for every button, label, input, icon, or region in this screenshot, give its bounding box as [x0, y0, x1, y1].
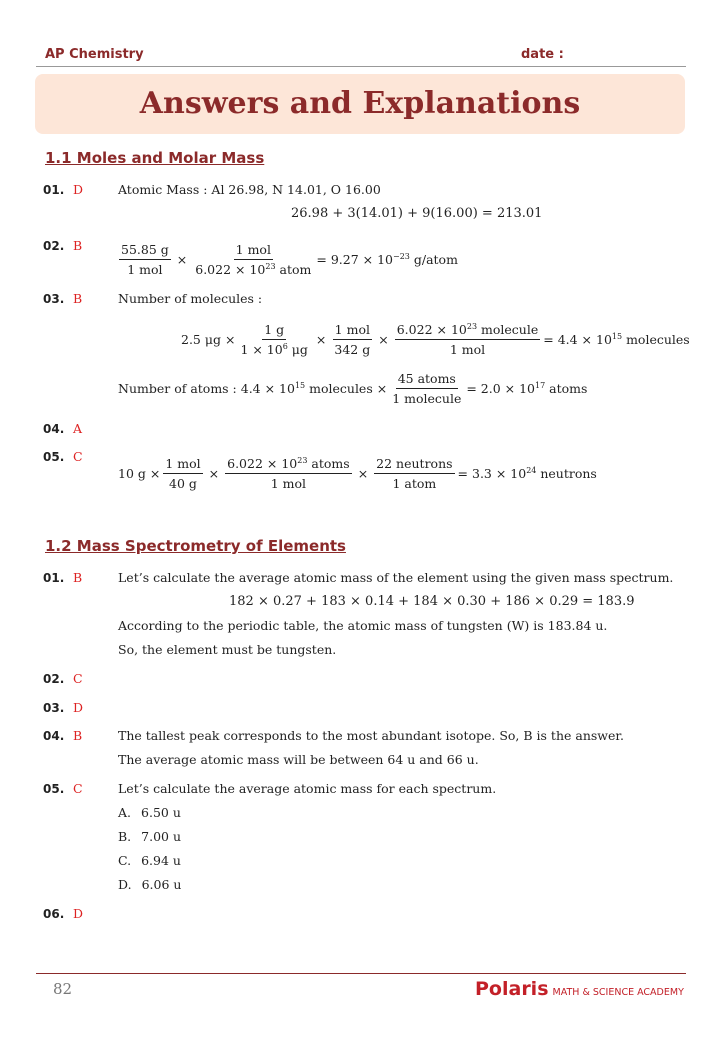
equation-result: = $4.4 \times 10^{15}$ molecules: [543, 332, 690, 348]
question-number: 04.: [43, 729, 65, 743]
question-number: 05.: [43, 782, 65, 796]
fraction: $\frac{\text{1 mol}}{342 g}$: [334, 322, 371, 358]
explanation-text: The average atomic mass will be between 64 u and 66 u.: [118, 752, 479, 767]
answer-letter: B: [73, 291, 83, 306]
explanation-text: According to the periodic table, the atomic mass of tungsten (W) is 183.84 u.: [118, 618, 608, 633]
fraction: $\frac{55.85 g}{\text{1 mol}}$: [121, 242, 169, 278]
title-banner: [35, 74, 685, 134]
option-item: C. 6.94 u: [118, 853, 181, 868]
equation: 182 × 0.27 + 183 × 0.14 + 184 × 0.30 + 186 × 0.29 = 183.9: [229, 594, 635, 609]
section-title-mass-spec: 1.2 Mass Spectrometry of Elements: [45, 537, 346, 555]
explanation-text: So, the element must be tungsten.: [118, 642, 337, 657]
question-number: 03.: [43, 292, 65, 306]
equation: 10 g × $\frac{\text{1 mol}}{40 g}$ × $\frac{6.022 \times 10^{23} atoms}{\text{1 mol}}$ × $\frac{\text{22 neutrons}}{\text{1 atom}}$ = $3.3 \times 10^{24}$ neutrons: [118, 456, 597, 492]
fraction: $\frac{\text{1 mol}}{6.022 \times 10^{23} atom}$: [195, 242, 312, 278]
fraction: $\frac{\text{22 neutrons}}{\text{1 atom}}$: [376, 456, 453, 492]
question-number: 01.: [43, 183, 65, 197]
explanation-text: Number of molecules :: [118, 291, 263, 306]
question-number: 01.: [43, 571, 65, 585]
equation: 26.98 + 3(14.01) + 9(16.00) = 213.01: [291, 206, 543, 221]
answer-letter: C: [73, 781, 83, 796]
fraction: $\frac{\text{1 mol}}{40 g}$: [165, 456, 201, 492]
explanation-text: Let’s calculate the average atomic mass of the element using the given mass spectrum.: [118, 570, 674, 585]
course-title: AP Chemistry: [45, 47, 144, 62]
question-number: 05.: [43, 450, 65, 464]
answer-letter: B: [73, 570, 83, 585]
section-title-moles: 1.1 Moles and Molar Mass: [45, 149, 265, 167]
answer-letter: A: [73, 421, 83, 436]
question-number: 02.: [43, 672, 65, 686]
answer-letter: B: [73, 728, 83, 743]
equation-result: = $9.27 \times 10^{-23}$ g/atom: [316, 252, 458, 268]
answer-letter: D: [73, 906, 84, 921]
fraction: $\frac{\text{45 atoms}}{\text{1 molecule}}$: [392, 371, 462, 406]
equation: 2.5 μg × $\frac{1 g}{1 \times 10^6 \mu g}$ × $\frac{\text{1 mol}}{342 g}$ × $\frac{6.022 \times 10^{23} molecule}{\text{1 mol}}$ = $4.4 \times 10^{15}$ molecules: [181, 322, 690, 358]
fraction: $\frac{1 g}{1 \times 10^6 \mu g}$: [240, 322, 308, 358]
option-item: A. 6.50 u: [118, 805, 181, 820]
answer-letter: C: [73, 671, 83, 686]
question-number: 02.: [43, 239, 65, 253]
question-number: 04.: [43, 422, 65, 436]
polaris-logo: Polaris MATH & SCIENCE ACADEMY: [475, 978, 684, 1000]
fraction: $\frac{6.022 \times 10^{23} molecule}{\text{1 mol}}$: [396, 322, 539, 358]
question-number: 03.: [43, 701, 65, 715]
answer-letter: D: [73, 700, 84, 715]
page-number: 82: [53, 980, 73, 998]
date-label: date :: [521, 47, 564, 62]
explanation-text: Let’s calculate the average atomic mass for each spectrum.: [118, 781, 497, 796]
footer-divider: [36, 973, 686, 974]
question-number: 06.: [43, 907, 65, 921]
explanation-text: The tallest peak corresponds to the most abundant isotope. So, B is the answer.: [118, 728, 624, 743]
equation: Number of atoms : $4.4 \times 10^{15}$ molecules × $\frac{\text{45 atoms}}{\text{1 molecule}}$ = $2.0 \times 10^{17}$ atoms: [118, 371, 588, 406]
option-item: D. 6.06 u: [118, 877, 182, 892]
header-divider: [36, 66, 686, 67]
explanation-text: Atomic Mass : Al 26.98, N 14.01, O 16.00: [118, 182, 381, 197]
option-item: B. 7.00 u: [118, 829, 182, 844]
equation-result: = $3.3 \times 10^{24}$ neutrons: [457, 466, 597, 482]
fraction: $\frac{6.022 \times 10^{23} atoms}{\text{1 mol}}$: [227, 456, 350, 492]
answer-letter: C: [73, 449, 83, 464]
answer-letter: B: [73, 238, 83, 253]
answer-letter: D: [73, 182, 84, 197]
page-title: Answers and Explanations: [139, 86, 581, 121]
equation: $\frac{55.85 g}{\text{1 mol}}$ × $\frac{\text{1 mol}}{6.022 \times 10^{23} atom}$ = $9.27 \times 10^{-23}$ g/atom: [121, 242, 458, 278]
